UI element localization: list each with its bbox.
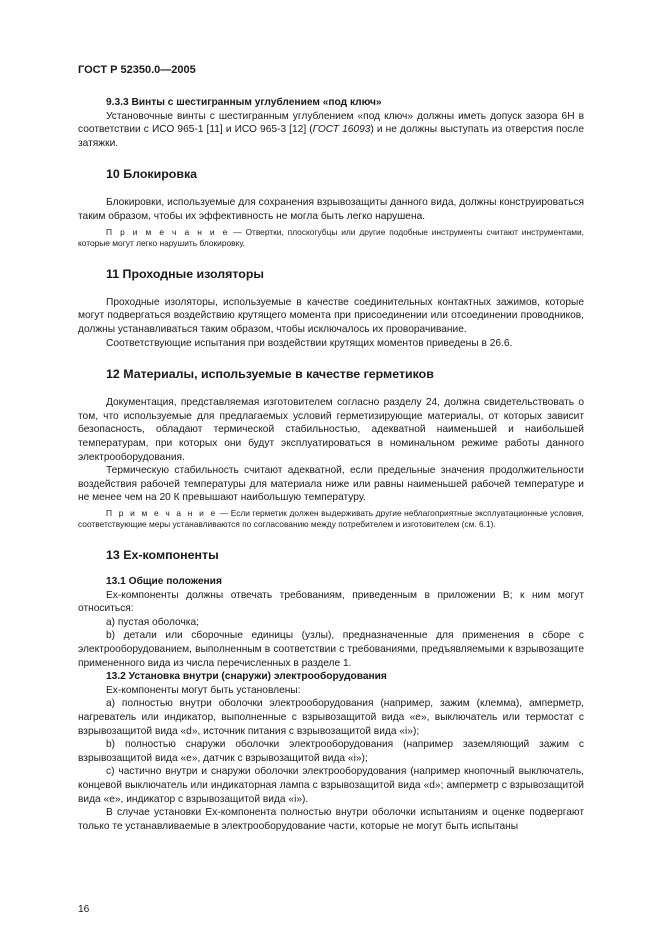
- note-text: — Если герметик должен выдерживать другие неблагоприятные эксплуатационные условия, соответствующие меры устанавливаются по согласованию между потребителем и изготовителем (см. 6.1).: [78, 507, 584, 530]
- note-text: — Отвертки, плоскогубцы или другие подобные инструменты считают инструментами, которые могут легко нарушить блокировку.: [78, 226, 584, 249]
- note-label: П р и м е ч а н и е: [106, 226, 230, 237]
- section-13-2-paragraph-2: В случае установки Ех-компонента полностью внутри оболочки испытаниям и оценке подвергают только те устанавливаемые в электрооборудование части, которые не могут быть испытаны: [78, 807, 584, 832]
- list-item-b: b) полностью снаружи оболочки электрооборудования (например заземляющий зажим с взрывозащитой вида «е», датчик с взрывозащитой вида «i»);: [78, 739, 584, 764]
- list-item-b: b) детали или сборочные единицы (узлы), предназначенные для применения в сборе с электрооборудованием, выполненным в соответствии с требованиями, предъявляемыми к взрывозащите примененного вида из числа перечисленных в разделе 1.: [78, 630, 584, 669]
- section-13-1-title: 13.1 Общие положения: [106, 576, 222, 588]
- page-number: 16: [78, 904, 90, 915]
- section-13-title: 13 Ех-компоненты: [106, 548, 219, 563]
- section-13-1-paragraph: Ех-компоненты должны отвечать требованиям, приведенным в приложении В; к ним могут относиться:: [78, 589, 584, 615]
- section-11-paragraph-2: Соответствующие испытания при воздействии крутящих моментов приведены в 26.6.: [106, 337, 513, 349]
- section-10-title: 10 Блокировка: [106, 167, 198, 182]
- list-item-a: а) полностью внутри оболочки электрооборудования (например, зажим (клемма), амперметр, нагреватель или индикатор, выполненные с взрывозащитой вида «е», выключатель или термостат с взрывозащитой вида «d», источник питания с взрывозащитой вида «i»);: [78, 698, 584, 737]
- s933-text-2: ) и не должны выступать из отверстия после затяжки.: [78, 124, 585, 149]
- section-12-title: 12 Материалы, используемые в качестве герметиков: [106, 367, 434, 382]
- s933-text-1: Установочные винты с шестигранным углублением «под ключ» должны иметь допуск зазора 6H в соответствии с ИСО 965-1 [11] и ИСО 965-3 [12] (: [78, 110, 584, 136]
- section-10-paragraph: Блокировки, используемые для сохранения взрывозащиты данного вида, должны конструироваться таким образом, чтобы их эффективность не могла быть легко нарушена.: [78, 197, 584, 222]
- list-item-a: а) пустая оболочка;: [106, 616, 199, 628]
- section-9-3-3-paragraph: [78, 110, 584, 151]
- note-label: П р и м е ч а н и е: [106, 507, 218, 518]
- section-10-note: [78, 227, 584, 250]
- section-11-title: 11 Проходные изоляторы: [106, 266, 264, 281]
- section-12-paragraph-1: Документация, представляемая изготовителем согласно разделу 24, должна свидетельствовать о том, что используемые для предлагаемых условий герметизирующие материалы, от которых зависит безопасность, обладают термической стабильностью, адекватной наименьшей и наибольшей температурам, при которых они будут эксплуатироваться в номинальном режиме работы данного электрооборудования.: [78, 397, 584, 463]
- section-13-2-paragraph-1: Ех-компоненты могут быть установлены:: [106, 684, 301, 696]
- document-header: ГОСТ Р 52350.0—2005: [78, 64, 196, 76]
- section-12-paragraph-2: Термическую стабильность считают адекватной, если предельные значения продолжительности воздействия рабочей температуры для материала ниже или равны наименьшей рабочей температуре и не менее чем на 20 К превышают наибольшую температуру.: [78, 465, 584, 504]
- s933-gost-ref: ГОСТ 16093: [312, 124, 371, 136]
- section-13-2-title: 13.2 Установка внутри (снаружи) электрооборудования: [106, 671, 387, 683]
- page-content: [78, 96, 584, 833]
- section-11-paragraph-1: Проходные изоляторы, используемые в качестве соединительных контактных зажимов, которые могут подвергаться воздействию крутящего момента при присоединении или отсоединении проводников, должны устанавливаться таким образом, чтобы исключалось их проворачивание.: [78, 296, 584, 335]
- list-item-c: с) частично внутри и снаружи оболочки электрооборудования (например кнопочный выключатель, концевой выключатель или индикаторная лампа с взрывозащитой вида «d»; амперметр с взрывозащитой вида «е», индикатор с взрывозащитой вида «i»).: [78, 766, 584, 805]
- section-12-note: [78, 508, 584, 531]
- section-9-3-3-title: 9.3.3 Винты с шестигранным углублением «под ключ»: [106, 97, 382, 108]
